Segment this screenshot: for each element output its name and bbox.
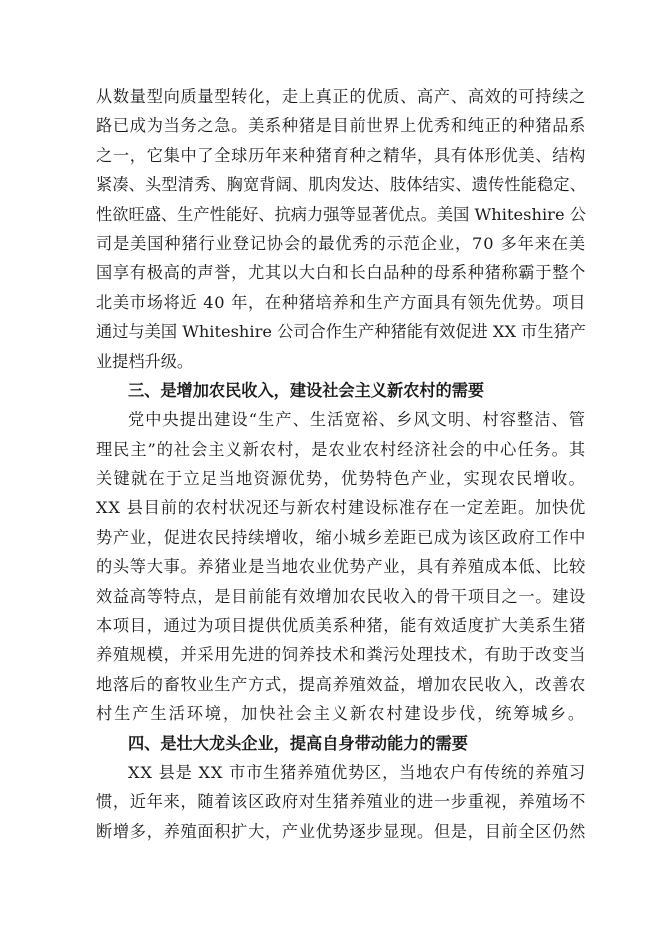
body-text-line: 北美市场将近 40 年，在种猪培养和生产方面具有领先优势。项目 [96,292,586,312]
body-text-line: 之一，它集中了全球历年来种猪育种之精华，具有体形优美、结构 [96,145,586,165]
body-text-line: 养殖规模，并采用先进的饲养技术和粪污处理技术，有助于改变当 [96,645,586,665]
body-text-line: 关键就在于立足当地资源优势，优势特色产业，实现农民增收。 [96,469,586,489]
body-text-line: 的头等大事。养猪业是当地农业优势产业，具有养殖成本低、比较 [96,557,586,577]
body-text-line: 本项目，通过为项目提供优质美系种猪，能有效适度扩大美系生猪 [96,616,586,636]
body-text-line: 理民主”的社会主义新农村，是农业农村经济社会的中心任务。其 [96,439,586,459]
body-text-line: 通过与美国 Whiteshire 公司合作生产种猪能有效促进 XX 市生猪产 [96,322,586,342]
body-text-line: 国享有极高的声誉，尤其以大白和长白品种的母系种猪称霸于整个 [96,263,586,283]
body-text-line: 性欲旺盛、生产性能好、抗病力强等显著优点。美国 Whiteshire 公 [96,204,586,224]
body-text-line: 党中央提出建设“生产、生活宽裕、乡风文明、村容整洁、管 [128,410,586,430]
body-text-line: 效益高等特点，是目前能有效增加农民收入的骨干项目之一。建设 [96,586,586,606]
section-heading: 四、是壮大龙头企业，提高自身带动能力的需要 [128,733,468,753]
document-page [96,82,586,846]
section-heading: 三、是增加农民收入，建设社会主义新农村的需要 [128,380,485,400]
body-text-line: 地落后的畜牧业生产方式，提高养殖效益，增加农民收入，改善农 [96,674,586,694]
body-text-line: 惯，近年来，随着该区政府对生猪养殖业的进一步重视，养殖场不 [96,792,586,812]
body-text-line: XX 县是 XX 市市生猪养殖优势区，当地农户有传统的养殖习 [128,762,586,782]
body-text-line: 紧凑、头型清秀、胸宽背阔、肌肉发达、肢体结实、遗传性能稳定、 [96,175,586,195]
body-text-line: 业提档升级。 [96,351,194,371]
body-text-line: XX 县目前的农村状况还与新农村建设标准存在一定差距。加快优 [96,498,586,518]
body-text-line: 路已成为当务之急。美系种猪是目前世界上优秀和纯正的种猪品系 [96,116,586,136]
body-text-line: 司是美国种猪行业登记协会的最优秀的示范企业，70 多年来在美 [96,233,586,253]
body-text-line: 村生产生活环境，加快社会主义新农村建设步伐，统筹城乡。 [96,704,586,724]
body-text-line: 从数量型向质量型转化，走上真正的优质、高产、高效的可持续之 [96,87,586,106]
body-text-line: 势产业，促进农民持续增收，缩小城乡差距已成为该区政府工作中 [96,527,586,547]
body-text-line: 断增多，养殖面积扩大，产业优势逐步显现。但是，目前全区仍然 [96,821,586,841]
